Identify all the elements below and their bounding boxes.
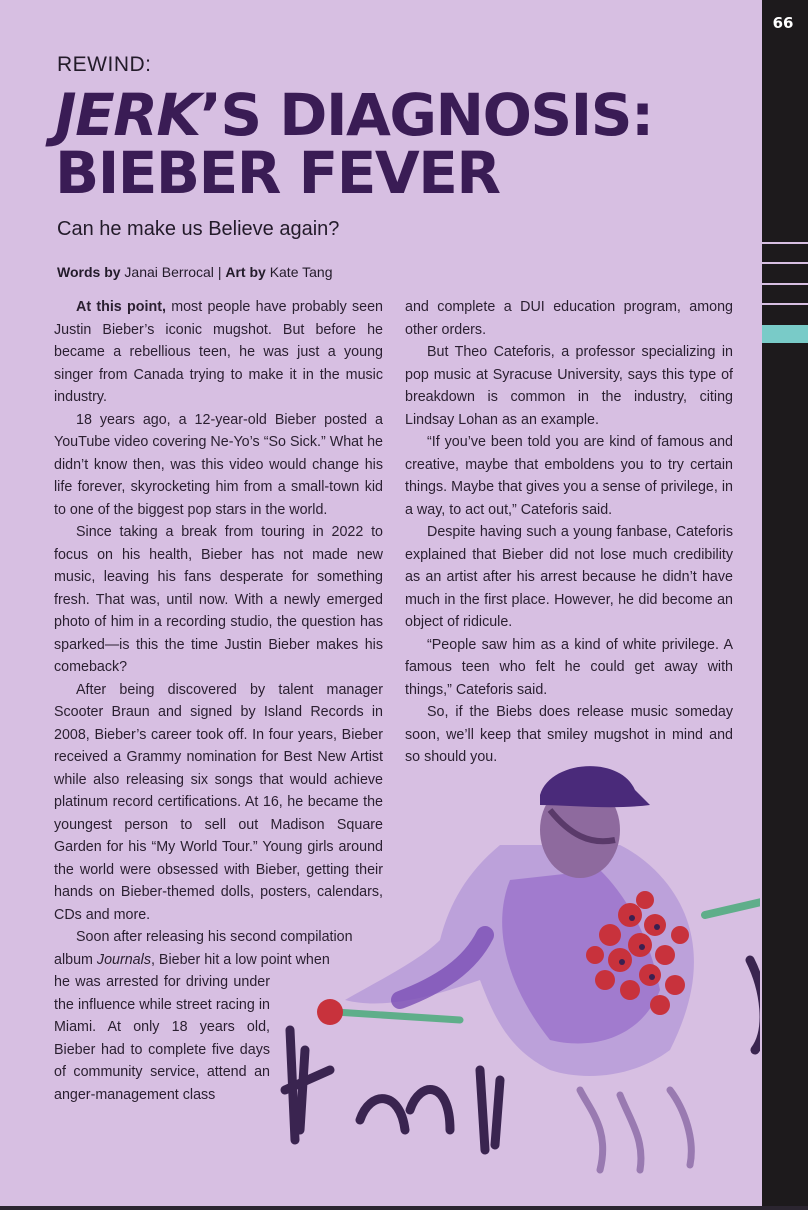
paragraph-text: most people have probably seen Justin Bieber’s iconic mugshot. But before he became a rebellious teen, he was just a young singer from Canada trying to make it in the music industry. (54, 299, 383, 405)
title-italic-part: JERK (55, 81, 200, 149)
kicker: REWIND: (57, 53, 152, 76)
article-paragraph: “If you’ve been told you are kind of famous and creative, maybe that emboldens you to try certain things. Maybe that gives you a sense of privilege, in a way, to act out,” Cateforis said. (405, 434, 733, 518)
article-paragraph: After being discovered by talent manager Scooter Braun and signed by Island Records in 2008, Bieber’s career took off. In four years, Bieber received a Grammy nomination for Best New Artist while also releasing six songs that would achieve platinum record certifications. At 16, he became the youngest person to sell out Madison Square Garden for his “My World Tour.” Young girls around the world were obsessed with Bieber, getting their hands on Bieber-themed dolls, posters, calendars, CDs and more. (54, 681, 383, 923)
article-paragraph-wrap: he was arrested for driving under the influence while street racing in Miami. At only 18 years old, Bieber had to complete five days of community service, attend an anger-management class (54, 974, 270, 1103)
byline-artist: Kate Tang (269, 264, 333, 280)
article-paragraph: 18 years ago, a 12-year-old Bieber posted a YouTube video covering Ne-Yo’s “So Sick.” What he didn’t know then, was this video would change his life forever, skyrocketing him from a small-town kid to one of the biggest pop stars in the world. (54, 411, 383, 518)
article-paragraph: “People saw him as a kind of white privilege. A famous teen who felt he could get away with things,” Cateforis said. (405, 636, 733, 698)
sidebar-tick (762, 283, 808, 285)
article-paragraph: Since taking a break from touring in 2022 to focus on his health, Bieber has not made new music, leaving his fans desperate for something fresh. That was, until now. With a newly emerged photo of him in a recording studio, the question has sparked—is this the time Justin Bieber makes his comeback? (54, 524, 383, 675)
byline-author: Janai Berrocal (124, 264, 214, 280)
byline-art-label: Art by (225, 264, 266, 280)
article-paragraph: But Theo Cateforis, a professor specializing in pop music at Syracuse University, says this type of breakdown is common in the industry, citing Lindsay Lohan as an example. (405, 344, 733, 428)
painted-figure-illustration (250, 750, 760, 1190)
sidebar-tick (762, 242, 808, 244)
article-column-right (405, 296, 733, 769)
paragraph-text: , Bieber hit a low point when (150, 951, 330, 968)
byline-separator: | (217, 264, 222, 280)
title-line1-rest: ’S DIAGNOSIS: (199, 81, 653, 149)
page-sidebar (762, 0, 808, 1210)
lead-in: At this point, (76, 299, 166, 315)
page-title (55, 81, 755, 207)
article-paragraph: Despite having such a young fanbase, Cateforis explained that Bieber did not lose much credibility as an artist after his arrest because he didn’t have much in the first place. However, he did become an object of ridicule. (405, 524, 733, 630)
page-number: 66 (772, 14, 794, 32)
article-paragraph: and complete a DUI education program, among other orders. (405, 299, 733, 338)
title-line2: BIEBER FEVER (55, 139, 500, 207)
article-paragraph: So, if the Biebs does release music someday soon, we’ll keep that smiley mugshot in mind and so should you. (405, 704, 733, 765)
sidebar-tick (762, 262, 808, 264)
subheading: Can he make us Believe again? (57, 218, 340, 240)
page-bottom-edge (0, 1206, 808, 1210)
article-paragraph (54, 296, 383, 409)
sidebar-tick (762, 303, 808, 305)
byline (57, 264, 332, 280)
paragraph-text: Soon after releasing his second compilation album (54, 929, 353, 968)
byline-words-label: Words by (57, 264, 121, 280)
section-tab-accent (762, 325, 808, 343)
album-title: Journals (96, 951, 151, 968)
